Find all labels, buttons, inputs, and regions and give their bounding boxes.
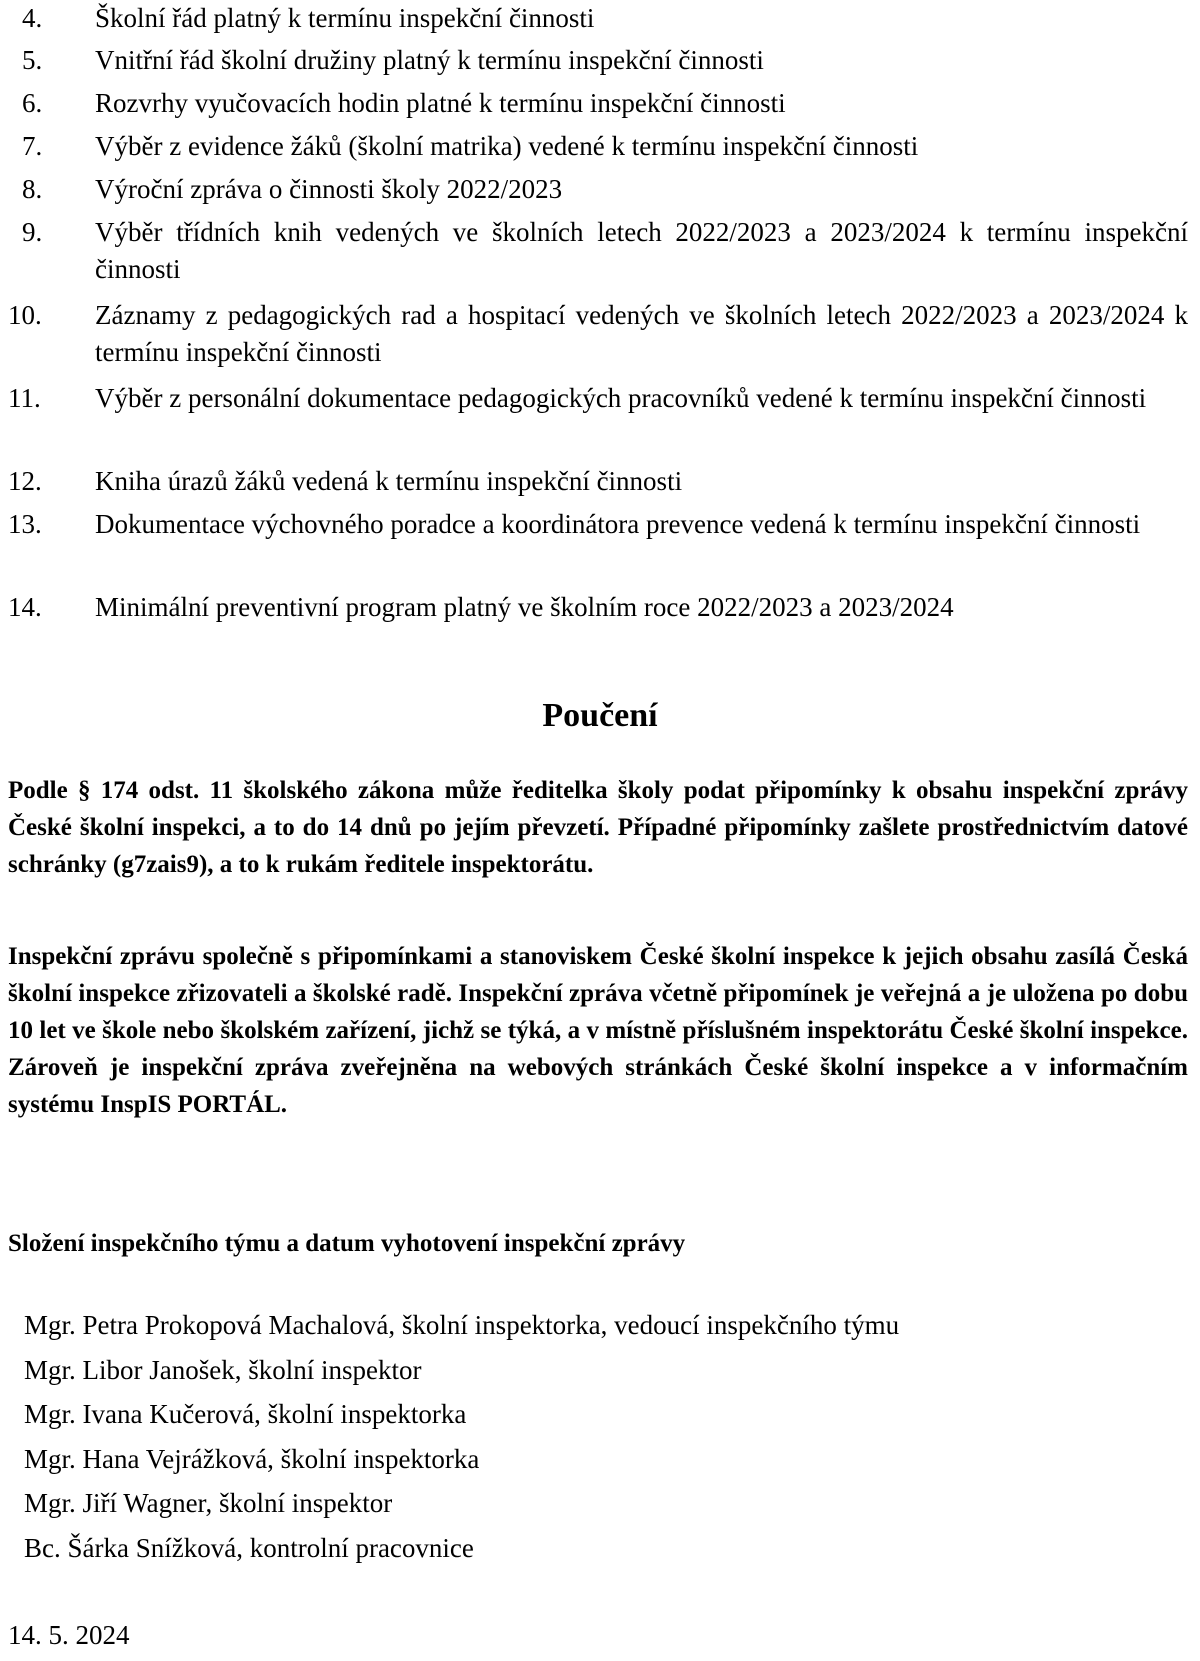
list-item [0,380,1200,417]
item-text: Výběr třídních knih vedených ve školních letech 2022/2023 a 2023/2024 k termínu inspekční činnosti [95,217,1188,284]
list-item [0,128,1200,165]
item-number: 9. [22,217,43,247]
team-member: Mgr. Jiří Wagner, školní inspektor [24,1488,393,1518]
item-text: Rozvrhy vyučovacích hodin platné k termínu inspekční činnosti [95,88,786,118]
list-item [0,214,1200,288]
item-number: 11. [8,383,41,413]
item-number: 8. [22,174,43,204]
team-member: Mgr. Hana Vejrážková, školní inspektorka [24,1443,480,1474]
item-number: 12. [8,466,42,496]
list-item [0,506,1200,543]
item-number: 5. [22,45,43,75]
pouceni-paragraph-1: Podle § 174 odst. 11 školského zákona může ředitelka školy podat připomínky k obsahu inspekční zprávy České školní inspekci, a to do 14 dnů po jejím převzetí. Případné připomínky zašlete prostřednictvím datové schránky (g7zais9), a to k rukám ředitele inspektorátu. [8,777,1188,878]
team-member: Mgr. Petra Prokopová Machalová, školní inspektorka, vedoucí inspekčního týmu [24,1310,900,1340]
pouceni-paragraph-2: Inspekční zprávu společně s připomínkami a stanoviskem České školní inspekce k jejich obsahu zasílá Česká školní inspekce zřizovateli a školské radě. Inspekční zpráva včetně připomínek je veřejná a je uložena po dobu 10 let ve škole nebo školském zařízení, jichž se týká, a v místně příslušném inspektorátu České školní inspekce. Zároveň je inspekční zpráva zveřejněna na webových stránkách České školní inspekce a v informačním systému InspIS PORTÁL. [8,943,1188,1118]
list-item [0,589,1200,626]
list-item [0,42,1200,79]
item-text: Výběr z evidence žáků (školní matrika) vedené k termínu inspekční činnosti [95,131,919,161]
item-text: Výroční zpráva o činnosti školy 2022/2023 [95,174,563,204]
list-item [0,85,1200,122]
list-item [0,0,1200,37]
item-number: 13. [8,509,42,539]
item-text: Kniha úrazů žáků vedená k termínu inspekční činnosti [95,466,683,496]
item-number: 6. [22,88,43,118]
team-heading: Složení inspekčního týmu a datum vyhotovení inspekční zprávy [8,1230,686,1257]
item-text: Dokumentace výchovného poradce a koordinátora prevence vedená k termínu inspekční činnosti [95,509,1141,539]
list-item [0,297,1200,371]
item-number: 10. [8,300,42,330]
item-text: Vnitřní řád školní družiny platný k termínu inspekční činnosti [95,45,764,75]
list-item [0,463,1200,500]
report-date: 14. 5. 2024 [8,1620,130,1650]
item-number: 7. [22,131,43,161]
team-member: Mgr. Ivana Kučerová, školní inspektorka [24,1399,467,1429]
item-number: 4. [22,3,43,33]
item-text: Záznamy z pedagogických rad a hospitací vedených ve školních letech 2022/2023 a 2023/2024 k termínu inspekční činnosti [95,300,1188,367]
team-member: Mgr. Libor Janošek, školní inspektor [24,1354,422,1385]
team-member: Bc. Šárka Snížková, kontrolní pracovnice [24,1532,474,1563]
team-list [24,1303,899,1570]
item-text: Výběr z personální dokumentace pedagogických pracovníků vedené k termínu inspekční činnosti [95,383,1147,413]
item-text: Školní řád platný k termínu inspekční činnosti [95,3,595,33]
item-text: Minimální preventivní program platný ve školním roce 2022/2023 a 2023/2024 [95,592,954,622]
list-item [0,171,1200,208]
pouceni-title: Poučení [542,697,658,734]
item-number: 14. [8,592,42,622]
